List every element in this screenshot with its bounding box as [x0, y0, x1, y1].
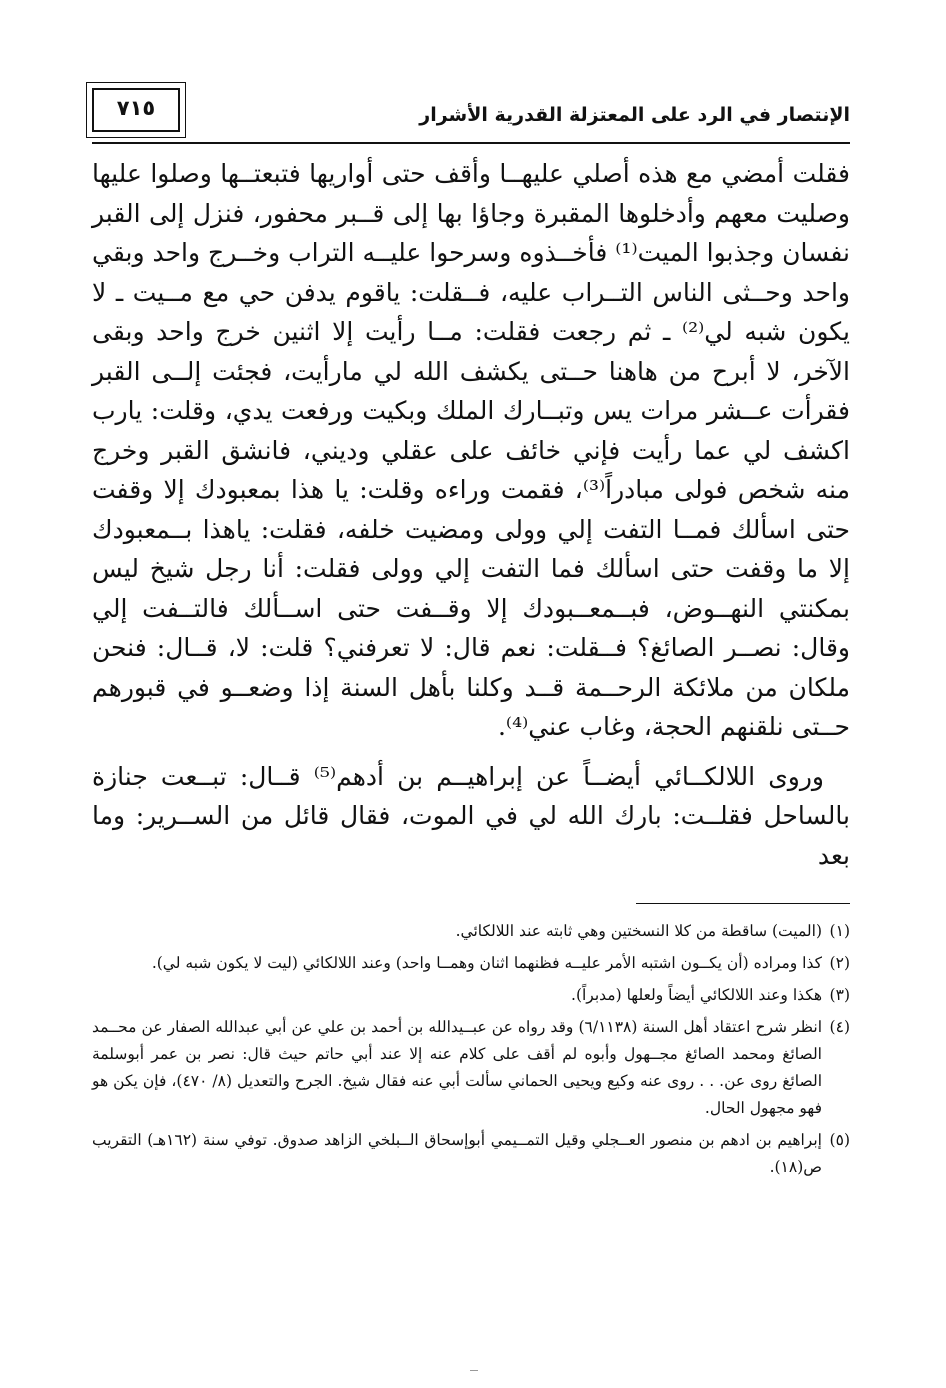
- footnote-separator: [636, 903, 850, 904]
- footnote: [92, 1014, 850, 1122]
- footnote-number: (١): [829, 922, 850, 940]
- header-rule: [92, 142, 850, 144]
- footnote: [92, 982, 850, 1009]
- scan-mark: [470, 1370, 478, 1371]
- footnote-text: إبراهيم بن ادهم بن منصور العــجلي وقيل التمــيمي أبوإسحاق الــبلخي الزاهد صدوق. توفي سنة (١٦٢هـ) التقريب ص(١٨).: [92, 1131, 822, 1176]
- footnotes: [92, 918, 850, 1186]
- running-title: الإنتصار في الرد على المعتزلة القدرية الأشرار: [419, 104, 850, 126]
- main-text: [92, 154, 850, 875]
- footnote-number: (٣): [829, 986, 850, 1004]
- footnote: [92, 950, 850, 977]
- page-number-frame: [92, 88, 180, 132]
- footnote-number: (٤): [829, 1018, 850, 1036]
- footnote-number: (٢): [829, 954, 850, 972]
- footnote-text: (الميت) ساقطة من كلا النسختين وهي ثابته عند اللالكائي.: [455, 922, 822, 940]
- footnote-number: (٥): [829, 1131, 850, 1149]
- footnote: [92, 918, 850, 945]
- footnote-text: انظر شرح اعتقاد أهل السنة (٦/١١٣٨) وقد رواه عن عبــيدالله بن أحمد بن علي عن أبي عبدالله الصفار عن محــمد الصائغ ومحمد الصائغ مجــهول وأبوه لم أقف على كلام عنه إلا عند أبي حاتم حيث قال: نصر بن عمر أبوسلمة الصائغ روى عن. . . روى عنه وكيع ويحيى الحماني سألت أبي عنه فقال شيخ. الجرح والتعديل (٨/ ٤٧٠)، فإن يكن هو فهو مجهول الحال.: [92, 1018, 822, 1117]
- paragraph: فقلت أمضي مع هذه أصلي عليهــا وأقف حتى أواريها فتبعتــها وصلوا عليها وصليت معهم وأدخلوها المقبرة وجاؤا بها إلى قــبر محفور، فنزل إلى القبر نفسان وجذبوا الميت⁽¹⁾ فأخــذوه وسرحوا عليــه التراب وخــرج واحد وبقي واحد وحــثى الناس التــراب عليه، فــقلت: ياقوم يدفن حي مع مــيت ـ لا يكون شبه لي⁽²⁾ ـ ثم رجعت فقلت: مــا رأيت إلا اثنين خرج واحد وبقى الآخر، لا أبرح من هاهنا حــتى يكشف الله لي مارأيت، فجئت إلــى القبر فقرأت عــشر مرات يس وتبــارك الملك وبكيت ورفعت يدي، وقلت: يارب اكشف لي عما رأيت فإني خائف على عقلي وديني، فانشق القبر وخرج منه شخص فولى مبادراً⁽³⁾، فقمت وراءه وقلت: يا هذا بمعبودك إلا وقفت حتى اسألك فمــا التفت إلي وولى ومضيت خلفه، فقلت: ياهذا بــمعبودك إلا ما وقفت حتى اسألك فما التفت إلي وولى فقلت: أنا رجل شيخ ليس بمكنتي النهــوض، فبــمعــبودك إلا وقــفت حتى اســألك فالتــفت إلي وقال: نصــر الصائغ؟ فــقلت: نعم قال: لا تعرفني؟ قلت: لا، قــال: فنحن ملكان من ملائكة الرحــمة قــد وكلنا بأهل السنة إذا وضعــو في قبورهم حــتى نلقنهم الحجة، وغاب عني⁽⁴⁾.: [92, 159, 851, 741]
- paragraph: وروى اللالكــائي أيضــاً عن إبراهيــم بن أدهم⁽⁵⁾ قــال: تبــعت جنازة بالساحل فقلــت: بارك الله لي في الموت، فقال قائل من الســرير: وما بعد: [92, 761, 850, 870]
- page-number: ٧١٥: [116, 96, 156, 120]
- page-header: [92, 80, 850, 140]
- footnote: [92, 1127, 850, 1181]
- footnote-text: كذا ومراده (أن يكــون اشتبه الأمر عليــه فظنهما اثنان وهمــا واحد) وعند اللالكائي (ليت لا يكون شبه لي).: [151, 954, 822, 972]
- footnote-text: هكذا وعند اللالكائي أيضاً ولعلها (مدبراً).: [571, 986, 822, 1004]
